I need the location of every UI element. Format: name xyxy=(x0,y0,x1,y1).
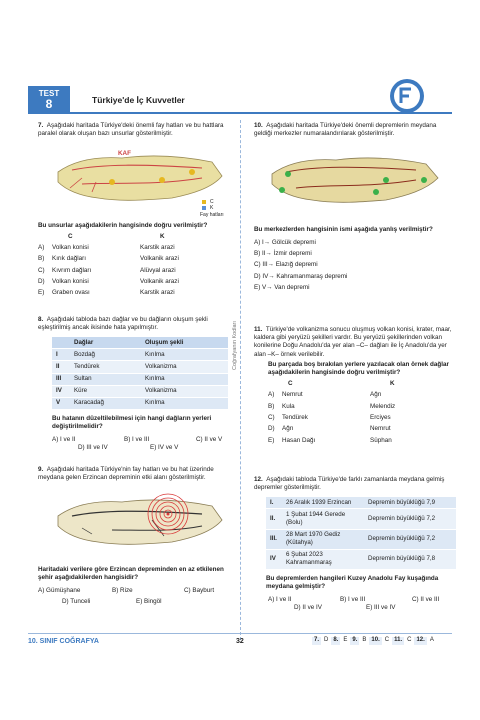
option-letter: C) xyxy=(268,414,275,422)
q7-option[interactable] xyxy=(38,278,238,286)
q9-question: Haritadaki verilere göre Erzincan depreminden en az etkilenen şehir aşağıdakilerden hangisidir? xyxy=(38,565,224,581)
question-10 xyxy=(254,122,454,295)
row-number: I xyxy=(52,349,70,361)
formation-type: Kırılma xyxy=(141,349,228,361)
option-letter: E) xyxy=(268,436,275,444)
option-k: Volkanik arazi xyxy=(140,277,179,285)
q9-opt-e[interactable]: E) Bingöl xyxy=(136,598,162,606)
option-k: Volkanik arazi xyxy=(140,255,179,263)
q9-number: 9. xyxy=(38,466,44,473)
q12-opt-c[interactable]: C) II ve III xyxy=(412,596,440,604)
option-c: Kırık dağları xyxy=(52,255,86,263)
q10-opt-b[interactable]: B) II→ İzmir depremi xyxy=(254,250,312,258)
q11-options xyxy=(268,391,454,445)
quake-date-place: 28 Mart 1970 Gediz (Kütahya) xyxy=(282,529,364,549)
q11-text: Türkiye'de volkanizma sonucu oluşmuş volkan konisi, krater, maar, kaldera gibi yeryüzü şekilleri vardır. Bu yeryüzü şekillerinden volkan konilerine Doğu Anadolu'da yer alan –C– dağları ile İç Anadolu'da yer alan –K– örnek verilebilir. xyxy=(254,326,452,358)
q9-opt-d[interactable]: D) Tunceli xyxy=(62,598,91,606)
q11-option[interactable] xyxy=(268,414,454,422)
q10-opt-c[interactable]: C) III→ Elazığ depremi xyxy=(254,261,318,269)
q7-col-c: C xyxy=(68,232,73,240)
row-number: I. xyxy=(266,497,282,509)
q12-opt-d[interactable]: D) II ve IV xyxy=(294,604,322,612)
option-k: Erciyes xyxy=(370,414,391,422)
option-letter: B) xyxy=(38,255,45,263)
option-letter: E) xyxy=(38,289,45,297)
q8-number: 8. xyxy=(38,316,44,323)
answer-letter: C xyxy=(407,637,412,643)
q8-opt-b[interactable]: B) I ve III xyxy=(124,436,150,444)
quake-magnitude: Depremin büyüklüğü 7,9 xyxy=(364,497,456,509)
q7-option[interactable] xyxy=(38,244,238,252)
option-c: Tendürek xyxy=(282,414,308,422)
table-row xyxy=(52,349,228,361)
answer-letter: C xyxy=(384,637,390,643)
legend-c: C xyxy=(210,199,214,206)
table-row xyxy=(52,361,228,373)
quake-date-place: 6 Şubat 2023 Kahramanmaraş xyxy=(282,549,364,569)
option-c: Volkan konisi xyxy=(52,243,89,251)
q9-text: Aşağıdaki haritada Türkiye'nin fay hatları ve bu hat üzerinde meydana gelen Erzincan depreminin etki alanı gösterilmiştir. xyxy=(38,466,214,482)
q7-number: 7. xyxy=(38,122,44,129)
mountain-name: Sultan xyxy=(70,373,141,385)
question-7 xyxy=(38,122,238,301)
option-k: Melendiz xyxy=(370,402,396,410)
row-number: IV xyxy=(266,549,282,569)
q11-option[interactable] xyxy=(268,403,454,411)
legend-fault: Fay hatları xyxy=(200,212,224,219)
footer-course: 10. SINIF COĞRAFYA xyxy=(28,638,99,645)
q8-opt-c[interactable]: C) II ve V xyxy=(196,436,223,444)
mountain-name: Küre xyxy=(70,385,141,397)
mountain-name: Bozdağ xyxy=(70,349,141,361)
row-number: II xyxy=(52,361,70,373)
option-c: Graben ovası xyxy=(52,289,90,297)
table-row xyxy=(266,497,456,509)
table-row xyxy=(266,509,456,529)
q11-option[interactable] xyxy=(268,425,454,433)
q11-col-c: C xyxy=(288,380,293,388)
erzincan-quake-map xyxy=(52,486,228,558)
q9-opt-a[interactable]: A) Gümüşhane xyxy=(38,586,81,594)
quake-date-place: 1 Şubat 1944 Gerede (Bolu) xyxy=(282,509,364,529)
option-k: Nemrut xyxy=(370,425,391,433)
q7-option[interactable] xyxy=(38,267,238,275)
formation-type: Volkanizma xyxy=(141,385,228,397)
answer-number: 11. xyxy=(394,637,403,643)
q7-question: Bu unsurlar aşağıdakilerin hangisinde doğru verilmiştir? xyxy=(38,222,208,230)
mountain-name: Tendürek xyxy=(70,361,141,373)
answer-letter: A xyxy=(429,637,434,643)
q8-opt-a[interactable]: A) I ve II xyxy=(52,436,76,444)
question-12 xyxy=(254,476,454,615)
q8-h2: Oluşum şekli xyxy=(141,337,228,349)
q10-opt-d[interactable]: D) IV→ Kahramanmaraş depremi xyxy=(254,272,348,280)
option-letter: A) xyxy=(38,243,45,251)
option-c: Kıvrım dağları xyxy=(52,266,92,274)
table-row xyxy=(52,373,228,385)
answer-number: 8. xyxy=(333,637,339,643)
option-c: Hasan Dağı xyxy=(282,436,316,444)
answer-number: 9. xyxy=(352,637,358,643)
q10-text: Aşağıdaki haritada Türkiye'deki önemli depremlerin meydana geldiği merkezler numaralandırılarak gösterilmiştir. xyxy=(254,122,437,138)
quake-magnitude: Depremin büyüklüğü 7,2 xyxy=(364,529,456,549)
q8-text: Aşağıdaki tabloda bazı dağlar ve bu dağların oluşum şekli eşleştirilmiş ancak ikisinde hata yapılmıştır. xyxy=(38,316,208,332)
q10-number: 10. xyxy=(254,122,263,129)
q12-number: 12. xyxy=(254,476,263,483)
answer-number: 10. xyxy=(371,637,380,643)
option-c: Ağrı xyxy=(282,425,294,433)
answer-letter: E xyxy=(343,637,348,643)
legend-k: K xyxy=(210,205,214,212)
q7-col-k: K xyxy=(160,232,165,240)
footer-rule xyxy=(28,633,452,634)
q7-option[interactable] xyxy=(38,255,238,263)
row-number: III. xyxy=(266,529,282,549)
formation-type: Kırılma xyxy=(141,397,228,409)
formation-type: Kırılma xyxy=(141,373,228,385)
answer-letter: B xyxy=(362,637,367,643)
quake-magnitude: Depremin büyüklüğü 7,8 xyxy=(364,549,456,569)
q11-number: 11. xyxy=(254,326,263,333)
q12-opt-e[interactable]: E) III ve IV xyxy=(366,604,396,612)
option-c: Kula xyxy=(282,402,295,410)
q12-question: Bu depremlerden hangileri Kuzey Anadolu Fay kuşağında meydana gelmiştir? xyxy=(266,574,439,590)
q7-map xyxy=(52,142,228,219)
q11-option[interactable] xyxy=(268,391,454,399)
answer-letter: D xyxy=(324,637,329,643)
q10-opt-a[interactable]: A) I→ Gölcük depremi xyxy=(254,238,316,246)
q8-opt-e[interactable]: E) IV ve V xyxy=(150,444,179,452)
q7-options xyxy=(38,244,238,298)
map-k-label: KAF xyxy=(118,150,131,158)
q10-opt-e[interactable]: E) V→ Van depremi xyxy=(254,284,310,292)
table-row xyxy=(52,397,228,409)
q8-table xyxy=(52,337,228,409)
side-label: Coğrafyanın Kodları xyxy=(232,321,238,370)
q8-h1: Dağlar xyxy=(70,337,141,349)
q12-text: Aşağıdaki tabloda Türkiye'de farklı zamanlarda meydana gelmiş depremler gösterilmiştir. xyxy=(254,476,445,492)
header-rule xyxy=(28,112,452,114)
option-letter: D) xyxy=(38,277,45,285)
q9-opt-c[interactable]: C) Bayburt xyxy=(184,586,215,594)
option-k: Karstik arazi xyxy=(140,243,175,251)
mountain-name: Karacadağ xyxy=(70,397,141,409)
answer-number: 7. xyxy=(314,637,320,643)
column-divider xyxy=(240,120,241,640)
option-c: Nemrut xyxy=(282,391,303,399)
q11-option[interactable] xyxy=(268,437,454,445)
option-letter: A) xyxy=(268,391,275,399)
option-k: Süphan xyxy=(370,436,392,444)
option-k: Alüvyal arazi xyxy=(140,266,176,274)
table-row xyxy=(266,529,456,549)
quake-magnitude: Depremin büyüklüğü 7,2 xyxy=(364,509,456,529)
q8-question: Bu hatanın düzeltilebilmesi için hangi dağların yerleri değiştirilmelidir? xyxy=(52,414,212,430)
option-letter: B) xyxy=(268,402,275,410)
question-9 xyxy=(38,466,238,609)
q8-opt-d[interactable]: D) III ve IV xyxy=(78,444,108,452)
q12-table xyxy=(266,497,456,569)
publisher-logo xyxy=(384,76,430,116)
page-number: 32 xyxy=(236,638,244,645)
test-number: 8 xyxy=(45,97,53,112)
option-k: Karstik arazi xyxy=(140,289,175,297)
q12-opt-a[interactable]: A) I ve II xyxy=(268,596,292,604)
option-letter: C) xyxy=(38,266,45,274)
q10-question: Bu merkezlerden hangisinin ismi aşağıda yanlış verilmiştir? xyxy=(254,225,433,233)
q11-col-k: K xyxy=(390,380,395,388)
page-title: Türkiye'de İç Kuvvetler xyxy=(92,95,185,105)
test-label: TEST xyxy=(38,89,60,98)
q11-question: Bu parçada boş bırakılan yerlere yazılacak olan örnek dağlar aşağıdakilerin hangisinde doğru verilmiştir? xyxy=(268,360,449,376)
turkey-fault-map xyxy=(52,142,228,214)
row-number: IV xyxy=(52,385,70,397)
row-number: III xyxy=(52,373,70,385)
row-number: V xyxy=(52,397,70,409)
table-row xyxy=(266,549,456,569)
answer-key xyxy=(312,637,434,645)
answer-number: 12. xyxy=(416,637,425,643)
option-letter: D) xyxy=(268,425,275,433)
row-number: II. xyxy=(266,509,282,529)
q9-opt-b[interactable]: B) Rize xyxy=(112,586,133,594)
question-8 xyxy=(38,316,238,455)
q7-option[interactable] xyxy=(38,289,238,297)
formation-type: Volkanizma xyxy=(141,361,228,373)
table-row xyxy=(52,385,228,397)
q12-opt-b[interactable]: B) I ve III xyxy=(340,596,366,604)
test-badge xyxy=(28,86,70,112)
question-11 xyxy=(254,326,454,448)
quake-centers-map xyxy=(266,144,446,214)
q7-text: Aşağıdaki haritada Türkiye'deki önemli fay hatları ve bu hattlara paralel olarak oluşan bazı unsurlar gösterilmiştir. xyxy=(38,122,224,138)
option-k: Ağrı xyxy=(370,391,382,399)
option-c: Volkan konisi xyxy=(52,277,89,285)
quake-date-place: 26 Aralık 1939 Erzincan xyxy=(282,497,364,509)
